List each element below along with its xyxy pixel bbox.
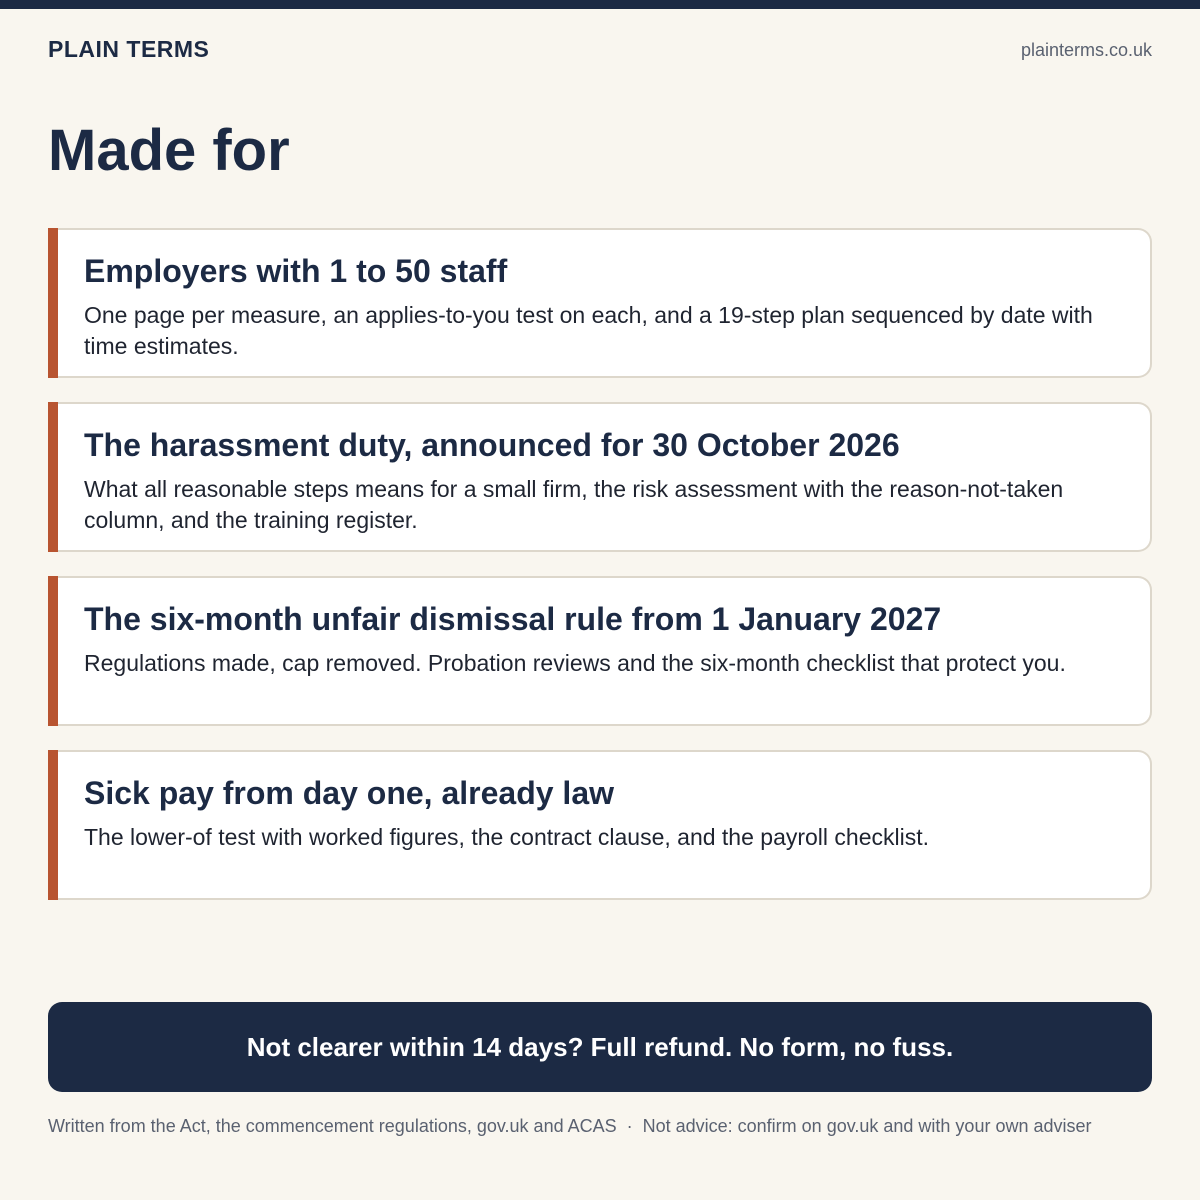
footer-separator: · [626,1116,633,1136]
brand-name: PLAIN TERMS [48,36,210,62]
audience-card [48,576,1152,726]
card-description: The lower-of test with worked figures, the contract clause, and the payroll checklist. [84,824,930,850]
top-accent-bar [0,0,1200,9]
card-title: Sick pay from day one, already law [84,775,614,811]
audience-card [48,228,1152,378]
footer-disclaimer: Not advice: confirm on gov.uk and with your own adviser [642,1116,1092,1136]
card-accent-bar [48,576,58,726]
card-description: What all reasonable steps means for a small firm, the risk assessment with the reason-not-taken column, and the training register. [84,476,1064,533]
card-title: The harassment duty, announced for 30 October 2026 [84,427,900,463]
card-description: One page per measure, an applies-to-you test on each, and a 19-step plan sequenced by date with time estimates. [84,302,1093,359]
guarantee-text: Not clearer within 14 days? Full refund. No form, no fuss. [246,1031,954,1062]
audience-card-list [48,228,1152,924]
site-url-link[interactable]: plainterms.co.uk [1020,40,1152,60]
card-description: Regulations made, cap removed. Probation reviews and the six-month checklist that protect you. [84,650,1066,676]
card-accent-bar [48,402,58,552]
audience-card [48,402,1152,552]
card-accent-bar [48,228,58,378]
footer-note [48,1116,1092,1137]
audience-card [48,750,1152,900]
card-title: The six-month unfair dismissal rule from 1 January 2027 [84,601,942,637]
card-accent-bar [48,750,58,900]
page-title: Made for [48,118,290,183]
footer-sources: Written from the Act, the commencement regulations, gov.uk and ACAS [48,1116,617,1136]
refund-guarantee-banner [48,1002,1152,1092]
card-title: Employers with 1 to 50 staff [84,253,508,289]
